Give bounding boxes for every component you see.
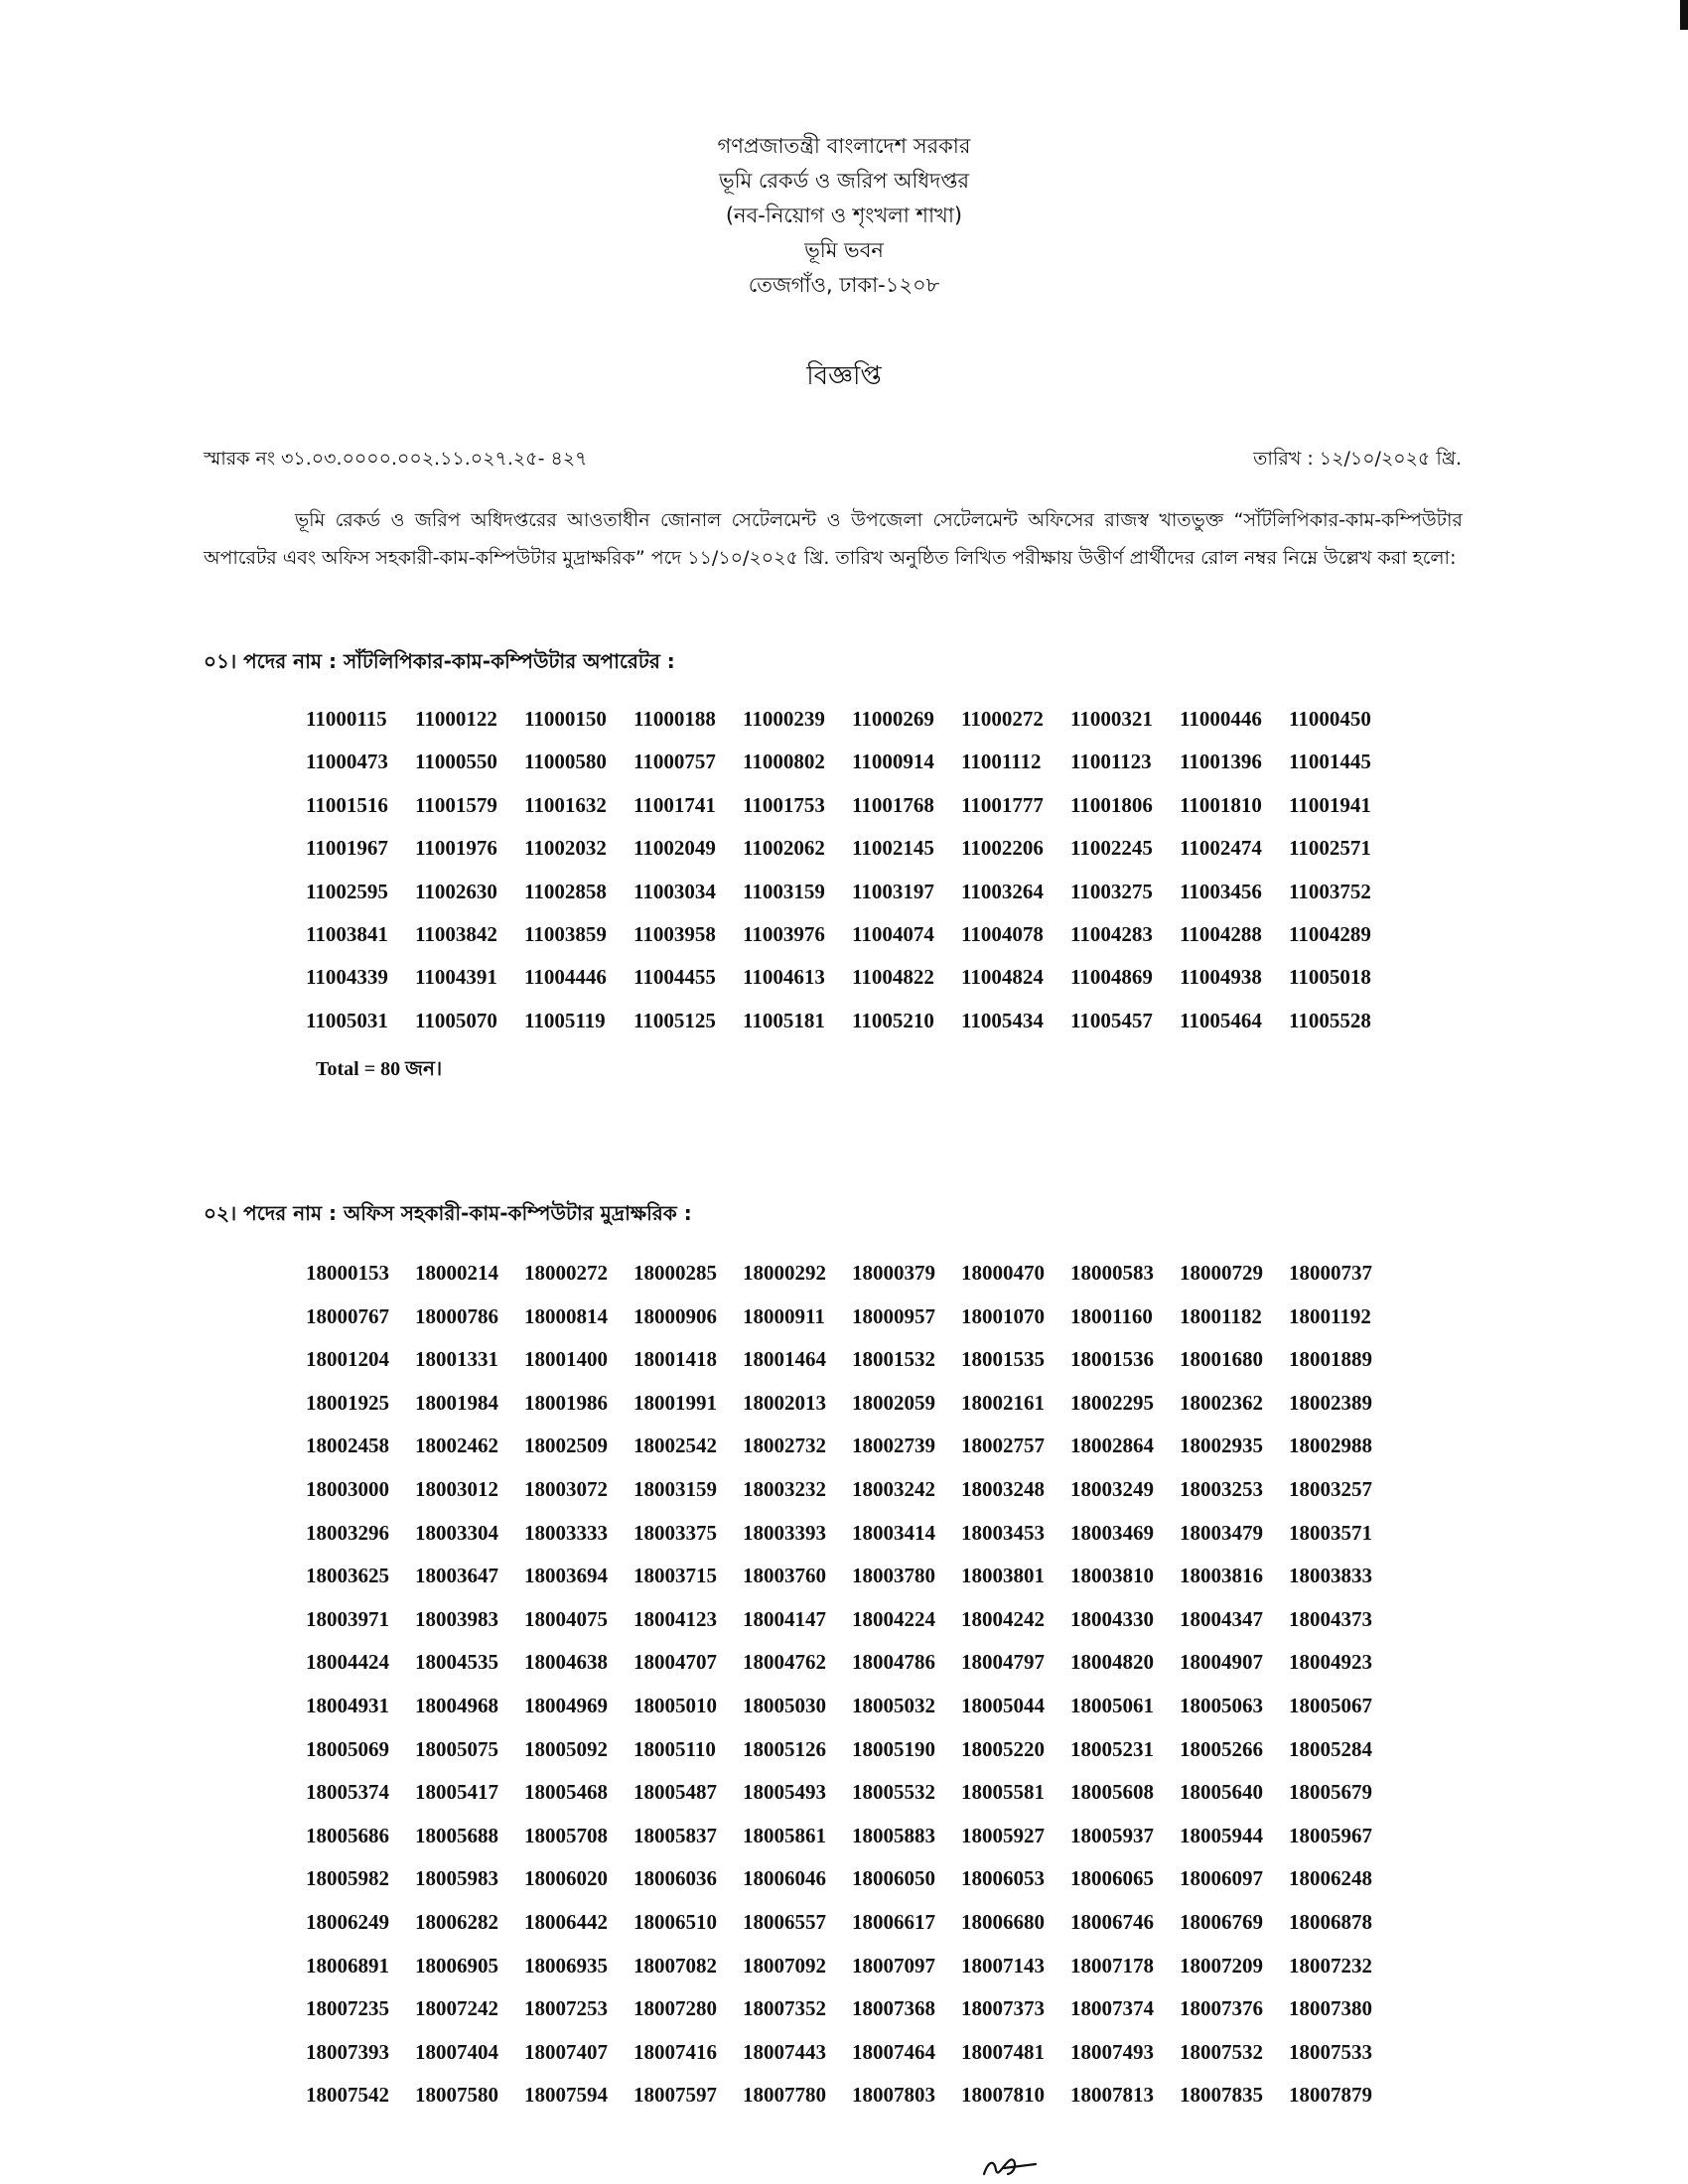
- roll-number: 18000737: [1289, 1261, 1372, 1285]
- roll-number: 18001925: [306, 1390, 389, 1415]
- roll-number: 18007835: [1180, 2083, 1263, 2108]
- roll-number: 18003012: [415, 1476, 498, 1501]
- roll-number: 18005581: [961, 1780, 1045, 1805]
- roll-number: 11005528: [1289, 1008, 1371, 1032]
- roll-number: 18005640: [1180, 1780, 1263, 1805]
- roll-number: 18007803: [852, 2083, 935, 2108]
- roll-number: 18007464: [852, 2039, 935, 2064]
- roll-number: 11001753: [743, 792, 825, 817]
- roll-number: 18004424: [306, 1650, 389, 1675]
- roll-number: 18006046: [743, 1866, 826, 1891]
- roll-number: 11003456: [1180, 879, 1262, 903]
- roll-number: 11001396: [1180, 750, 1262, 774]
- roll-number: 11000150: [524, 707, 607, 731]
- roll-number: 11005181: [743, 1008, 825, 1032]
- roll-number: 11001777: [961, 792, 1044, 817]
- roll-number: 18005126: [743, 1736, 826, 1761]
- roll-number: 11000802: [743, 750, 825, 774]
- roll-number: 18004820: [1070, 1650, 1154, 1675]
- roll-number: 18003469: [1070, 1520, 1154, 1545]
- section-2-roll-list: [306, 1261, 1398, 2126]
- roll-number: 18004330: [1070, 1606, 1154, 1631]
- roll-number: 18002059: [852, 1390, 935, 1415]
- roll-number: 11004455: [633, 965, 716, 990]
- roll-number: 18005861: [743, 1823, 826, 1847]
- notice-title: বিজ্ঞপ্তি: [806, 361, 882, 391]
- roll-number: 18003571: [1289, 1520, 1372, 1545]
- roll-number: 18001986: [524, 1390, 608, 1415]
- roll-number: 18007373: [961, 1996, 1045, 2021]
- roll-number: 18005708: [524, 1823, 608, 1847]
- signature-mark: [978, 2144, 1048, 2184]
- roll-number: 18000379: [852, 1261, 935, 1285]
- roll-number: 18002732: [743, 1433, 826, 1458]
- total-unit: জন।: [405, 1056, 443, 1080]
- roll-number: 18007235: [306, 1996, 389, 2021]
- roll-number: 11001976: [415, 836, 497, 861]
- roll-number: 11004613: [743, 965, 825, 990]
- roll-number: 18007178: [1070, 1953, 1154, 1978]
- roll-number: 18003248: [961, 1476, 1045, 1501]
- roll-number: 18001192: [1289, 1303, 1371, 1328]
- roll-number: 18006769: [1180, 1909, 1263, 1934]
- roll-number: 18004923: [1289, 1650, 1372, 1675]
- roll-number: 18005069: [306, 1736, 389, 1761]
- roll-number: 11001741: [633, 792, 716, 817]
- roll-number: 18001400: [524, 1347, 608, 1372]
- roll-number: 18007416: [633, 2039, 717, 2064]
- roll-number: 18000786: [415, 1303, 498, 1328]
- section-1-roll-list: [306, 707, 1398, 1051]
- roll-number: 18001464: [743, 1347, 826, 1372]
- roll-number: 18005937: [1070, 1823, 1154, 1847]
- roll-number: 18007097: [852, 1953, 935, 1978]
- roll-number: 18001536: [1070, 1347, 1154, 1372]
- roll-number: 18003257: [1289, 1476, 1372, 1501]
- roll-number: 11000115: [306, 707, 387, 731]
- roll-number: 18007594: [524, 2083, 608, 2108]
- roll-number: 18006442: [524, 1909, 608, 1934]
- roll-number: 18005532: [852, 1780, 935, 1805]
- roll-number: 11002858: [524, 879, 607, 903]
- roll-number: 11005125: [633, 1008, 716, 1032]
- roll-number: 11002630: [415, 879, 497, 903]
- roll-number: 18006680: [961, 1909, 1045, 1934]
- roll-number: 18004786: [852, 1650, 935, 1675]
- header-line-building: ভূমি ভবন: [804, 238, 884, 262]
- roll-number: 18005231: [1070, 1736, 1154, 1761]
- roll-number: 18005010: [633, 1693, 717, 1717]
- roll-number: 18003159: [633, 1476, 717, 1501]
- roll-number: 18006020: [524, 1866, 608, 1891]
- roll-number: 18005417: [415, 1780, 498, 1805]
- roll-number: 18005837: [633, 1823, 717, 1847]
- roll-number: 18002864: [1070, 1433, 1154, 1458]
- roll-number: 18003833: [1289, 1564, 1372, 1588]
- page-edge-mark: [1680, 0, 1688, 30]
- roll-number: 11000450: [1289, 707, 1371, 731]
- roll-number: 18004968: [415, 1693, 498, 1717]
- roll-number: 18003694: [524, 1564, 608, 1588]
- roll-number: 18003000: [306, 1476, 389, 1501]
- roll-number: 18004762: [743, 1650, 826, 1675]
- roll-number: 18005883: [852, 1823, 935, 1847]
- roll-number: 18000906: [633, 1303, 717, 1328]
- roll-number: 18001182: [1180, 1303, 1262, 1328]
- roll-number: 18003760: [743, 1564, 826, 1588]
- roll-number: 11001123: [1070, 750, 1152, 774]
- roll-number: 18002462: [415, 1433, 498, 1458]
- roll-number: 11002595: [306, 879, 388, 903]
- roll-number: 11005031: [306, 1008, 388, 1032]
- roll-number: 11004938: [1180, 965, 1262, 990]
- section-2-heading: ০২। পদের নাম : অফিস সহকারী-কাম-কম্পিউটার মুদ্রাক্ষরিক :: [204, 1201, 692, 1225]
- roll-number: 18003971: [306, 1606, 389, 1631]
- roll-number: 18007376: [1180, 1996, 1263, 2021]
- notice-date: তারিখ : ১২/১০/২০২৫ খ্রি.: [1253, 448, 1462, 470]
- roll-number: 18002988: [1289, 1433, 1372, 1458]
- roll-number: 18005927: [961, 1823, 1045, 1847]
- roll-number: 18006248: [1289, 1866, 1372, 1891]
- roll-number: 18001160: [1070, 1303, 1153, 1328]
- roll-number: 11003159: [743, 879, 825, 903]
- header-line-address: তেজগাঁও, ঢাকা-১২০৮: [748, 273, 940, 297]
- roll-number: 18007533: [1289, 2039, 1372, 2064]
- roll-number: 11005434: [961, 1008, 1044, 1032]
- roll-number: 18006053: [961, 1866, 1045, 1891]
- roll-number: 18000470: [961, 1261, 1045, 1285]
- roll-number: 18005608: [1070, 1780, 1154, 1805]
- roll-number: 18000214: [415, 1261, 498, 1285]
- roll-number: 11004289: [1289, 921, 1371, 946]
- roll-number: 18001984: [415, 1390, 498, 1415]
- roll-number: 18006065: [1070, 1866, 1154, 1891]
- roll-number: 11001967: [306, 836, 388, 861]
- roll-number: 18003253: [1180, 1476, 1263, 1501]
- roll-number: 18003414: [852, 1520, 935, 1545]
- roll-number: 18000292: [743, 1261, 826, 1285]
- roll-number: 18004242: [961, 1606, 1045, 1631]
- roll-number: 11000446: [1180, 707, 1262, 731]
- roll-number: 11004283: [1070, 921, 1153, 946]
- roll-number: 18005944: [1180, 1823, 1263, 1847]
- roll-number: 18007404: [415, 2039, 498, 2064]
- roll-number: 11003752: [1289, 879, 1371, 903]
- roll-number: 18004075: [524, 1606, 608, 1631]
- roll-number: 11004074: [852, 921, 934, 946]
- roll-number: 18005220: [961, 1736, 1045, 1761]
- header-line-government: গণপ্রজাতন্ত্রী বাংলাদেশ সরকার: [717, 134, 971, 158]
- roll-number: 18004535: [415, 1650, 498, 1675]
- roll-number: 18001680: [1180, 1347, 1263, 1372]
- roll-number: 18001991: [633, 1390, 717, 1415]
- roll-number: 18001532: [852, 1347, 935, 1372]
- roll-number: 18006891: [306, 1953, 389, 1978]
- roll-number: 11000188: [633, 707, 716, 731]
- roll-number: 18003647: [415, 1564, 498, 1588]
- roll-number: 18004707: [633, 1650, 717, 1675]
- roll-number: 18003453: [961, 1520, 1045, 1545]
- roll-number: 11002062: [743, 836, 825, 861]
- header-line-department: ভূমি রেকর্ড ও জরিপ অধিদপ্তর: [718, 169, 970, 193]
- roll-number: 18006557: [743, 1909, 826, 1934]
- roll-number: 11003264: [961, 879, 1044, 903]
- roll-number: 18003296: [306, 1520, 389, 1545]
- roll-number: 18007143: [961, 1953, 1045, 1978]
- roll-number: 11002206: [961, 836, 1044, 861]
- roll-number: 18003304: [415, 1520, 498, 1545]
- roll-number: 11005464: [1180, 1008, 1262, 1032]
- roll-number: 18002739: [852, 1433, 935, 1458]
- roll-number: 11002245: [1070, 836, 1153, 861]
- roll-number: 18003249: [1070, 1476, 1154, 1501]
- roll-number: 18003715: [633, 1564, 717, 1588]
- roll-number: 11000239: [743, 707, 825, 731]
- roll-number: 11004822: [852, 965, 934, 990]
- roll-number: 11000122: [415, 707, 497, 731]
- roll-number: 18005967: [1289, 1823, 1372, 1847]
- roll-number: 11000473: [306, 750, 388, 774]
- roll-number: 18004638: [524, 1650, 608, 1675]
- roll-number: 18005284: [1289, 1736, 1372, 1761]
- roll-number: 11000269: [852, 707, 934, 731]
- roll-number: 18007443: [743, 2039, 826, 2064]
- roll-number: 11001516: [306, 792, 388, 817]
- roll-number: 18003232: [743, 1476, 826, 1501]
- roll-number: 11005018: [1289, 965, 1371, 990]
- roll-number: 18007374: [1070, 1996, 1154, 2021]
- roll-number: 18003242: [852, 1476, 935, 1501]
- roll-number: 18005063: [1180, 1693, 1263, 1717]
- roll-number: 11002571: [1289, 836, 1371, 861]
- roll-number: 18006617: [852, 1909, 935, 1934]
- roll-number: 11001941: [1289, 792, 1371, 817]
- roll-number: 18005493: [743, 1780, 826, 1805]
- roll-number: 18005092: [524, 1736, 608, 1761]
- roll-number: 18007580: [415, 2083, 498, 2108]
- roll-number: 18005110: [633, 1736, 716, 1761]
- roll-number: 18007597: [633, 2083, 717, 2108]
- roll-number: 18005487: [633, 1780, 717, 1805]
- roll-number: 11000272: [961, 707, 1044, 731]
- roll-number: 11001810: [1180, 792, 1262, 817]
- roll-number: 18007532: [1180, 2039, 1263, 2064]
- roll-number: 11004078: [961, 921, 1044, 946]
- roll-number: 11004824: [961, 965, 1044, 990]
- roll-number: 18006510: [633, 1909, 717, 1934]
- roll-number: 18007082: [633, 1953, 717, 1978]
- roll-number: 18002295: [1070, 1390, 1154, 1415]
- roll-number: 18007393: [306, 2039, 389, 2064]
- roll-number: 18005044: [961, 1693, 1045, 1717]
- roll-number: 18000814: [524, 1303, 608, 1328]
- roll-number: 18002013: [743, 1390, 826, 1415]
- roll-number: 18005032: [852, 1693, 935, 1717]
- roll-number: 18006050: [852, 1866, 935, 1891]
- roll-number: 11003859: [524, 921, 607, 946]
- roll-number: 18007232: [1289, 1953, 1372, 1978]
- roll-number: 18007368: [852, 1996, 935, 2021]
- roll-number: 11005210: [852, 1008, 934, 1032]
- roll-number: 18002362: [1180, 1390, 1263, 1415]
- roll-number: 18002458: [306, 1433, 389, 1458]
- roll-number: 18001418: [633, 1347, 717, 1372]
- roll-number: 11003034: [633, 879, 716, 903]
- roll-number: 18007380: [1289, 1996, 1372, 2021]
- roll-number: 18003625: [306, 1564, 389, 1588]
- roll-number: 18007813: [1070, 2083, 1154, 2108]
- roll-number: 18005688: [415, 1823, 498, 1847]
- roll-number: 18000583: [1070, 1261, 1154, 1285]
- roll-number: 18001889: [1289, 1347, 1372, 1372]
- section-1-total: [316, 1054, 442, 1087]
- roll-number: 18005374: [306, 1780, 389, 1805]
- roll-number: 18005982: [306, 1866, 389, 1891]
- roll-number: 11001579: [415, 792, 497, 817]
- roll-number: 18001204: [306, 1347, 389, 1372]
- roll-number: 11003958: [633, 921, 716, 946]
- roll-number: 11002474: [1180, 836, 1262, 861]
- roll-number: 18007092: [743, 1953, 826, 1978]
- roll-number: 18007780: [743, 2083, 826, 2108]
- roll-number: 18004123: [633, 1606, 717, 1631]
- roll-number: 18002161: [961, 1390, 1045, 1415]
- roll-number: 18003393: [743, 1520, 826, 1545]
- roll-number: 18004797: [961, 1650, 1045, 1675]
- roll-number: 11004446: [524, 965, 607, 990]
- roll-number: 11004391: [415, 965, 497, 990]
- roll-number: 18004931: [306, 1693, 389, 1717]
- roll-number: 11005119: [524, 1008, 606, 1032]
- intro-paragraph: ভূমি রেকর্ড ও জরিপ অধিদপ্তরের আওতাধীন জোনাল সেটেলমেন্ট ও উপজেলা সেটেলমেন্ট অফিসের রাজস্ব খাতভুক্ত “সাঁটলিপিকার-কাম-কম্পিউটার অপারেটর এবং অফিস সহকারী-কাম-কম্পিউটার মুদ্রাক্ষরিক” পদে ১১/১০/২০২৫ খ্রি. তারিখ অনুষ্ঠিত লিখিত পরীক্ষায় উত্তীর্ণ প্রার্থীদের রোল নম্বর নিম্নে উল্লেখ করা হলো:: [204, 509, 1463, 569]
- roll-number: 18006097: [1180, 1866, 1263, 1891]
- roll-number: 18007542: [306, 2083, 389, 2108]
- roll-number: 11003197: [852, 879, 934, 903]
- roll-number: 11003841: [306, 921, 388, 946]
- roll-number: 18005075: [415, 1736, 498, 1761]
- roll-number: 18000153: [306, 1261, 389, 1285]
- roll-number: 18005266: [1180, 1736, 1263, 1761]
- roll-number: 18006905: [415, 1953, 498, 1978]
- roll-number: 18006282: [415, 1909, 498, 1934]
- roll-number: 18007209: [1180, 1953, 1263, 1978]
- roll-number: 18005686: [306, 1823, 389, 1847]
- roll-number: 11001112: [961, 750, 1042, 774]
- roll-number: 18004373: [1289, 1606, 1372, 1631]
- section-1-heading: ০১। পদের নাম : সাঁটলিপিকার-কাম-কম্পিউটার অপারেটর :: [204, 649, 675, 673]
- roll-number: 11000580: [524, 750, 607, 774]
- roll-number: 18003816: [1180, 1564, 1263, 1588]
- roll-number: 11001806: [1070, 792, 1153, 817]
- roll-number: 11002049: [633, 836, 716, 861]
- roll-number: 18004969: [524, 1693, 608, 1717]
- roll-number: 18007253: [524, 1996, 608, 2021]
- roll-number: 18001535: [961, 1347, 1045, 1372]
- roll-number: 11000914: [852, 750, 934, 774]
- roll-number: 18003983: [415, 1606, 498, 1631]
- roll-number: 11003275: [1070, 879, 1153, 903]
- roll-number: 11004869: [1070, 965, 1153, 990]
- roll-number: 18006935: [524, 1953, 608, 1978]
- roll-number: 18007493: [1070, 2039, 1154, 2064]
- roll-number: 18007242: [415, 1996, 498, 2021]
- roll-number: 11000550: [415, 750, 497, 774]
- roll-number: 18004147: [743, 1606, 826, 1631]
- roll-number: 11000321: [1070, 707, 1153, 731]
- roll-number: 18005030: [743, 1693, 826, 1717]
- roll-number: 11005070: [415, 1008, 497, 1032]
- roll-number: 18007407: [524, 2039, 608, 2064]
- roll-number: 11001445: [1289, 750, 1371, 774]
- roll-number: 18001331: [415, 1347, 498, 1372]
- roll-number: 18006249: [306, 1909, 389, 1934]
- roll-number: 18004347: [1180, 1606, 1263, 1631]
- roll-number: 18002509: [524, 1433, 608, 1458]
- roll-number: 18007481: [961, 2039, 1045, 2064]
- roll-number: 18005468: [524, 1780, 608, 1805]
- roll-number: 18006746: [1070, 1909, 1154, 1934]
- roll-number: 11005457: [1070, 1008, 1153, 1032]
- roll-number: 11002032: [524, 836, 607, 861]
- roll-number: 18000285: [633, 1261, 717, 1285]
- roll-number: 18002935: [1180, 1433, 1263, 1458]
- roll-number: 18005983: [415, 1866, 498, 1891]
- header-line-branch: (নব-নিয়োগ ও শৃংখলা শাখা): [725, 204, 963, 227]
- total-count: Total = 80: [316, 1058, 401, 1080]
- roll-number: 11004288: [1180, 921, 1262, 946]
- roll-number: 18003375: [633, 1520, 717, 1545]
- roll-number: 18007810: [961, 2083, 1045, 2108]
- roll-number: 11001768: [852, 792, 934, 817]
- roll-number: 18005679: [1289, 1780, 1372, 1805]
- roll-number: 18002542: [633, 1433, 717, 1458]
- memo-number: স্মারক নং ৩১.০৩.০০০০.০০২.১১.০২৭.২৫- ৪২৭: [204, 448, 588, 470]
- roll-number: 18003780: [852, 1564, 935, 1588]
- roll-number: 18000957: [852, 1303, 935, 1328]
- roll-number: 18005061: [1070, 1693, 1154, 1717]
- roll-number: 18000911: [743, 1303, 825, 1328]
- roll-number: 11002145: [852, 836, 934, 861]
- roll-number: 18005190: [852, 1736, 935, 1761]
- roll-number: 18007352: [743, 1996, 826, 2021]
- roll-number: 18002389: [1289, 1390, 1372, 1415]
- roll-number: 18001070: [961, 1303, 1045, 1328]
- roll-number: 11003842: [415, 921, 497, 946]
- roll-number: 18004907: [1180, 1650, 1263, 1675]
- roll-number: 18003479: [1180, 1520, 1263, 1545]
- roll-number: 18003072: [524, 1476, 608, 1501]
- roll-number: 18006878: [1289, 1909, 1372, 1934]
- roll-number: 18007879: [1289, 2083, 1372, 2108]
- roll-number: 18003810: [1070, 1564, 1154, 1588]
- roll-number: 18005067: [1289, 1693, 1372, 1717]
- roll-number: 18002757: [961, 1433, 1045, 1458]
- roll-number: 18003333: [524, 1520, 608, 1545]
- roll-number: 18000729: [1180, 1261, 1263, 1285]
- roll-number: 18004224: [852, 1606, 935, 1631]
- roll-number: 18003801: [961, 1564, 1045, 1588]
- roll-number: 18000272: [524, 1261, 608, 1285]
- roll-number: 11000757: [633, 750, 716, 774]
- roll-number: 11003976: [743, 921, 825, 946]
- roll-number: 11004339: [306, 965, 388, 990]
- roll-number: 18007280: [633, 1996, 717, 2021]
- office-header: [0, 129, 1688, 303]
- roll-number: 18006036: [633, 1866, 717, 1891]
- roll-number: 18000767: [306, 1303, 389, 1328]
- roll-number: 11001632: [524, 792, 607, 817]
